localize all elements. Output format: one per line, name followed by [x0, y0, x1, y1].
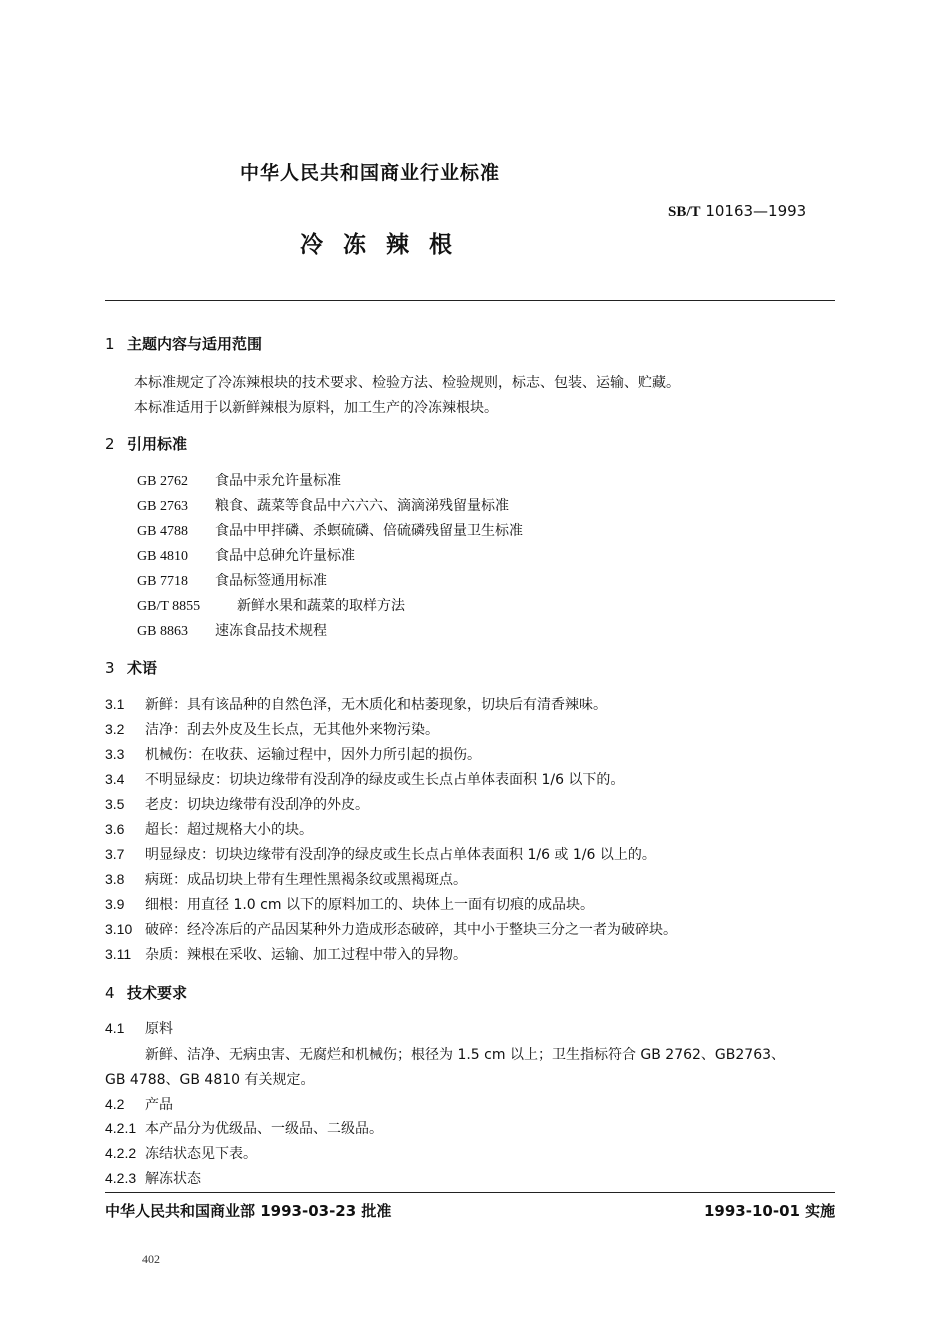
term-text: 不明显绿皮：切块边缘带有没刮净的绿皮或生长点占单体表面积 1/6 以下的。 [145, 772, 625, 788]
reference-name: 粮食、蔬菜等食品中六六六、滴滴涕残留量标准 [215, 498, 509, 514]
reference-item [137, 595, 405, 615]
subsection-title: 原料 [145, 1021, 173, 1037]
term-item [105, 769, 624, 789]
term-item [105, 744, 481, 764]
reference-name: 新鲜水果和蔬菜的取样方法 [237, 598, 405, 614]
subsection-number: 4.2 [105, 1096, 125, 1112]
section-number: 4 [105, 984, 115, 1002]
subsection-4-2-heading [105, 1094, 173, 1114]
section-4-heading [105, 982, 187, 1003]
subsection-4-2-2 [105, 1143, 257, 1163]
term-number: 3.7 [105, 846, 125, 862]
reference-item [137, 520, 523, 540]
term-text: 超长：超过规格大小的块。 [145, 822, 313, 838]
subsection-4-1-heading [105, 1018, 173, 1038]
term-text: 机械伤：在收获、运输过程中，因外力所引起的损伤。 [145, 747, 481, 763]
term-item [105, 894, 594, 914]
reference-code: GB 2763 [137, 499, 188, 514]
section-2-heading [105, 433, 187, 454]
reference-code: GB 4810 [137, 549, 188, 564]
reference-item [137, 570, 327, 590]
top-divider [105, 300, 835, 301]
subsection-number: 4.2.2 [105, 1145, 137, 1161]
term-text: 新鲜：具有该品种的自然色泽，无木质化和枯萎现象，切块后有清香辣味。 [145, 697, 607, 713]
term-number: 3.9 [105, 896, 125, 912]
term-number: 3.6 [105, 821, 125, 837]
term-number: 3.2 [105, 721, 125, 737]
bottom-divider [105, 1192, 835, 1193]
reference-code: GB/T 8855 [137, 599, 201, 614]
term-text: 细根：用直径 1.0 cm 以下的原料加工的、块体上一面有切痕的成品块。 [145, 897, 594, 913]
subsection-text: 解冻状态 [145, 1171, 201, 1187]
reference-code: GB 2762 [137, 474, 188, 489]
subsection-4-2-1 [105, 1118, 383, 1138]
section-3-heading [105, 657, 157, 678]
paragraph: 新鲜、洁净、无病虫害、无腐烂和机械伤；根径为 1.5 cm 以上；卫生指标符合 GB 2762、GB2763、 [145, 1047, 786, 1063]
standard-title: 中华人民共和国商业行业标准 [240, 162, 501, 184]
subsection-4-2-3 [105, 1168, 201, 1188]
term-number: 3.10 [105, 921, 133, 937]
reference-code: GB 4788 [137, 524, 188, 539]
subsection-text: 本产品分为优级品、一级品、二级品。 [145, 1121, 383, 1137]
document-title: 冷冻辣根 [300, 232, 472, 258]
subsection-title: 产品 [145, 1097, 173, 1113]
term-item [105, 844, 656, 864]
term-item [105, 869, 467, 889]
term-item [105, 819, 313, 839]
section-title: 引用标准 [127, 435, 188, 453]
reference-name: 食品中汞允许量标准 [215, 473, 341, 489]
subsection-number: 4.1 [105, 1020, 125, 1036]
reference-item [137, 620, 327, 640]
reference-name: 食品中总砷允许量标准 [215, 548, 355, 564]
page-number: 402 [142, 1252, 160, 1266]
reference-item [137, 495, 509, 515]
term-text: 明显绿皮：切块边缘带有没刮净的绿皮或生长点占单体表面积 1/6 或 1/6 以上的。 [145, 847, 656, 863]
subsection-number: 4.2.3 [105, 1170, 137, 1186]
reference-item [137, 545, 355, 565]
term-number: 3.5 [105, 796, 125, 812]
term-number: 3.8 [105, 871, 125, 887]
standard-code-prefix: SB/T [668, 204, 701, 220]
section-number: 3 [105, 659, 115, 677]
term-number: 3.3 [105, 746, 125, 762]
reference-item [137, 470, 341, 490]
subsection-number: 4.2.1 [105, 1120, 137, 1136]
term-item [105, 719, 439, 739]
paragraph: GB 4788、GB 4810 有关规定。 [105, 1072, 315, 1088]
section-number: 2 [105, 435, 115, 453]
approval-line: 中华人民共和国商业部 1993-03-23 批准 [105, 1202, 392, 1220]
term-item [105, 919, 677, 939]
term-number: 3.4 [105, 771, 125, 787]
term-number: 3.1 [105, 696, 125, 712]
reference-name: 速冻食品技术规程 [215, 623, 327, 639]
section-title: 技术要求 [127, 984, 188, 1002]
term-item [105, 694, 607, 714]
term-text: 洁净：刮去外皮及生长点，无其他外来物污染。 [145, 722, 439, 738]
term-text: 杂质：辣根在采收、运输、加工过程中带入的异物。 [145, 947, 467, 963]
subsection-text: 冻结状态见下表。 [145, 1146, 257, 1162]
reference-code: GB 8863 [137, 624, 188, 639]
reference-code: GB 7718 [137, 574, 188, 589]
term-text: 病斑：成品切块上带有生理性黑褐条纹或黑褐斑点。 [145, 872, 467, 888]
section-title: 术语 [127, 659, 158, 677]
standard-code-number: 10163—1993 [705, 202, 807, 220]
reference-name: 食品中甲拌磷、杀螟硫磷、倍硫磷残留量卫生标准 [215, 523, 523, 539]
term-text: 破碎：经冷冻后的产品因某种外力造成形态破碎，其中小于整块三分之一者为破碎块。 [145, 922, 677, 938]
section-1-heading [105, 333, 262, 354]
paragraph: 本标准规定了冷冻辣根块的技术要求、检验方法、检验规则，标志、包装、运输、贮藏。 [134, 375, 680, 391]
term-item [105, 794, 369, 814]
reference-name: 食品标签通用标准 [215, 573, 327, 589]
section-number: 1 [105, 335, 115, 353]
term-text: 老皮：切块边缘带有没刮净的外皮。 [145, 797, 369, 813]
standard-code [668, 202, 806, 221]
term-number: 3.11 [105, 946, 132, 962]
term-item [105, 944, 467, 964]
section-title: 主题内容与适用范围 [127, 335, 263, 353]
paragraph: 本标准适用于以新鲜辣根为原料，加工生产的冷冻辣根块。 [134, 400, 498, 416]
implementation-date: 1993-10-01 实施 [704, 1202, 836, 1220]
